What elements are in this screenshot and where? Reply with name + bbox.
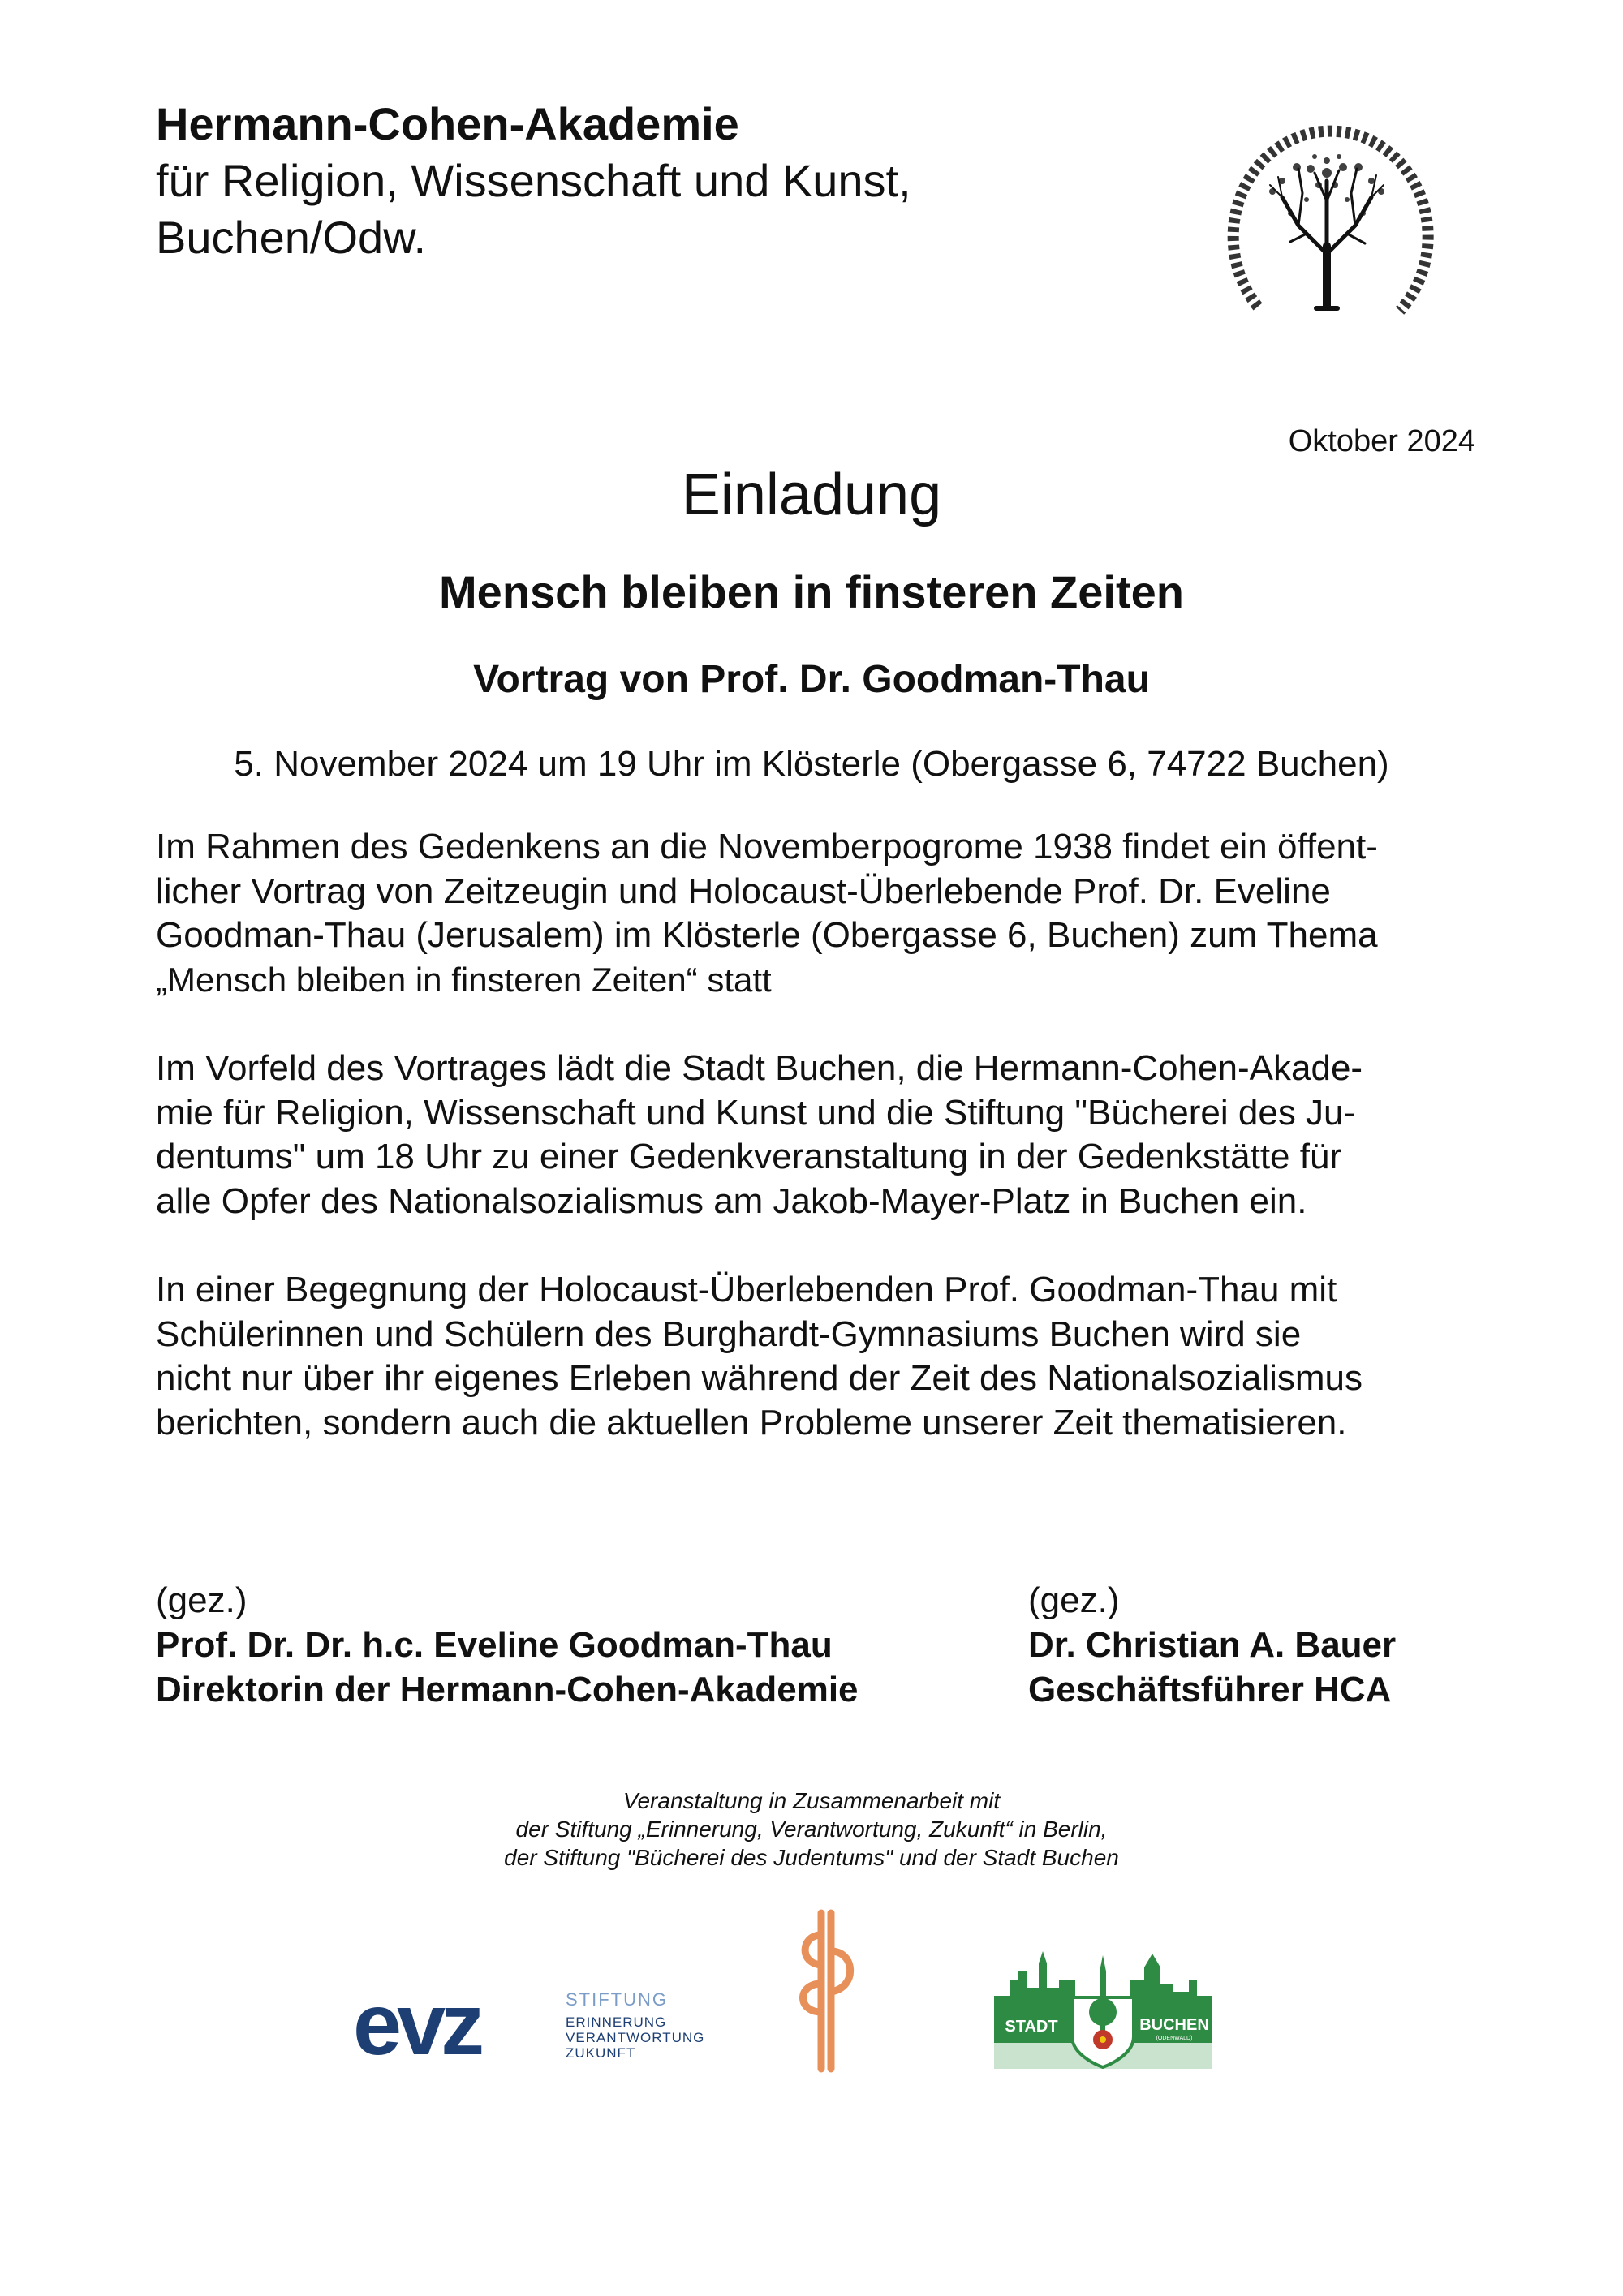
paragraph-line: berichten, sondern auch die aktuellen Probleme unserer Zeit thematisieren. xyxy=(156,1402,1347,1443)
signature-role: Geschäftsführer HCA xyxy=(1028,1670,1392,1709)
body-text xyxy=(156,825,1479,1490)
event-subtitle: Vortrag von Prof. Dr. Goodman-Thau xyxy=(473,658,1150,701)
buchen-right-label: BUCHEN xyxy=(1139,2016,1209,2034)
paragraph-line: nicht nur über ihr eigenes Erleben während der Zeit des Nationalsozialismus xyxy=(156,1358,1363,1398)
paragraph-line: In einer Begegnung der Holocaust-Überlebenden Prof. Goodman-Thau mit xyxy=(156,1270,1337,1309)
event-datetime: 5. November 2024 um 19 Uhr im Klösterle (Obergasse 6, 74722 Buchen) xyxy=(234,744,1389,784)
org-subtitle: für Religion, Wissenschaft und Kunst, xyxy=(156,155,911,206)
org-location: Buchen/Odw. xyxy=(156,212,427,263)
paragraph-line: mie für Religion, Wissenschaft und Kunst und die Stiftung "Bücherei des Ju- xyxy=(156,1092,1356,1133)
paragraph-3 xyxy=(156,1268,1479,1445)
evz-line: ZUKUNFT xyxy=(566,2045,636,2061)
signature-name: Dr. Christian A. Bauer xyxy=(1028,1625,1397,1665)
org-name: Hermann-Cohen-Akademie xyxy=(156,98,739,149)
signature-right xyxy=(1028,1578,1396,1712)
stadt-buchen-logo xyxy=(994,1947,1212,2069)
paragraph-line: Im Vorfeld des Vortrages lädt die Stadt Buchen, die Hermann-Cohen-Akade- xyxy=(156,1048,1363,1088)
invitation-heading: Einladung xyxy=(681,462,942,527)
paragraph-line: dentums" um 18 Uhr zu einer Gedenkveranstaltung in der Gedenkstätte für xyxy=(156,1137,1342,1176)
signature-role: Direktorin der Hermann-Cohen-Akademie xyxy=(156,1670,859,1709)
sponsor-logos xyxy=(0,1898,1623,2085)
evz-line: ERINNERUNG xyxy=(566,2014,667,2030)
signature-left xyxy=(156,1578,859,1712)
paragraph-line: Goodman-Thau (Jerusalem) im Klösterle (Obergasse 6, Buchen) zum Thema xyxy=(156,915,1378,955)
signature-gez: (gez.) xyxy=(156,1580,248,1620)
evz-stiftung: STIFTUNG xyxy=(566,1989,668,2010)
org-header xyxy=(156,96,1211,266)
tree-seal-icon xyxy=(1209,104,1444,355)
cooperation-line: der Stiftung "Bücherei des Judentums" und der Stadt Buchen xyxy=(504,1845,1119,1870)
buchen-small-label: (ODENWALD) xyxy=(1156,2036,1193,2041)
paragraph-line: licher Vortrag von Zeitzeugin und Holocaust-Überlebende Prof. Dr. Eveline xyxy=(156,871,1331,911)
cross-book-icon xyxy=(789,1907,862,2077)
evz-logo xyxy=(353,1988,710,2065)
cooperation-note xyxy=(0,1786,1623,1872)
document-date: Oktober 2024 xyxy=(1288,424,1475,458)
buchen-left-label: STADT xyxy=(1005,2018,1058,2036)
cooperation-line: der Stiftung „Erinnerung, Verantwortung, Zukunft“ in Berlin, xyxy=(515,1817,1108,1842)
paragraph-2 xyxy=(156,1047,1479,1223)
evz-mark: evz xyxy=(353,1988,480,2065)
paragraph-line: „Mensch bleiben in finsteren Zeiten“ statt xyxy=(156,960,772,999)
paragraph-1 xyxy=(156,825,1479,1002)
paragraph-line: Schülerinnen und Schülern des Burghardt-Gymnasiums Buchen wird sie xyxy=(156,1314,1302,1354)
signature-name: Prof. Dr. Dr. h.c. Eveline Goodman-Thau xyxy=(156,1625,833,1665)
paragraph-line: alle Opfer des Nationalsozialismus am Jakob-Mayer-Platz in Buchen ein. xyxy=(156,1180,1307,1221)
event-title: Mensch bleiben in finsteren Zeiten xyxy=(439,566,1184,617)
evz-line: VERANTWORTUNG xyxy=(566,2030,705,2045)
paragraph-line: Im Rahmen des Gedenkens an die Novemberpogrome 1938 findet ein öffent- xyxy=(156,827,1378,866)
signature-gez: (gez.) xyxy=(1028,1580,1120,1620)
cooperation-line: Veranstaltung in Zusammenarbeit mit xyxy=(622,1788,1001,1813)
